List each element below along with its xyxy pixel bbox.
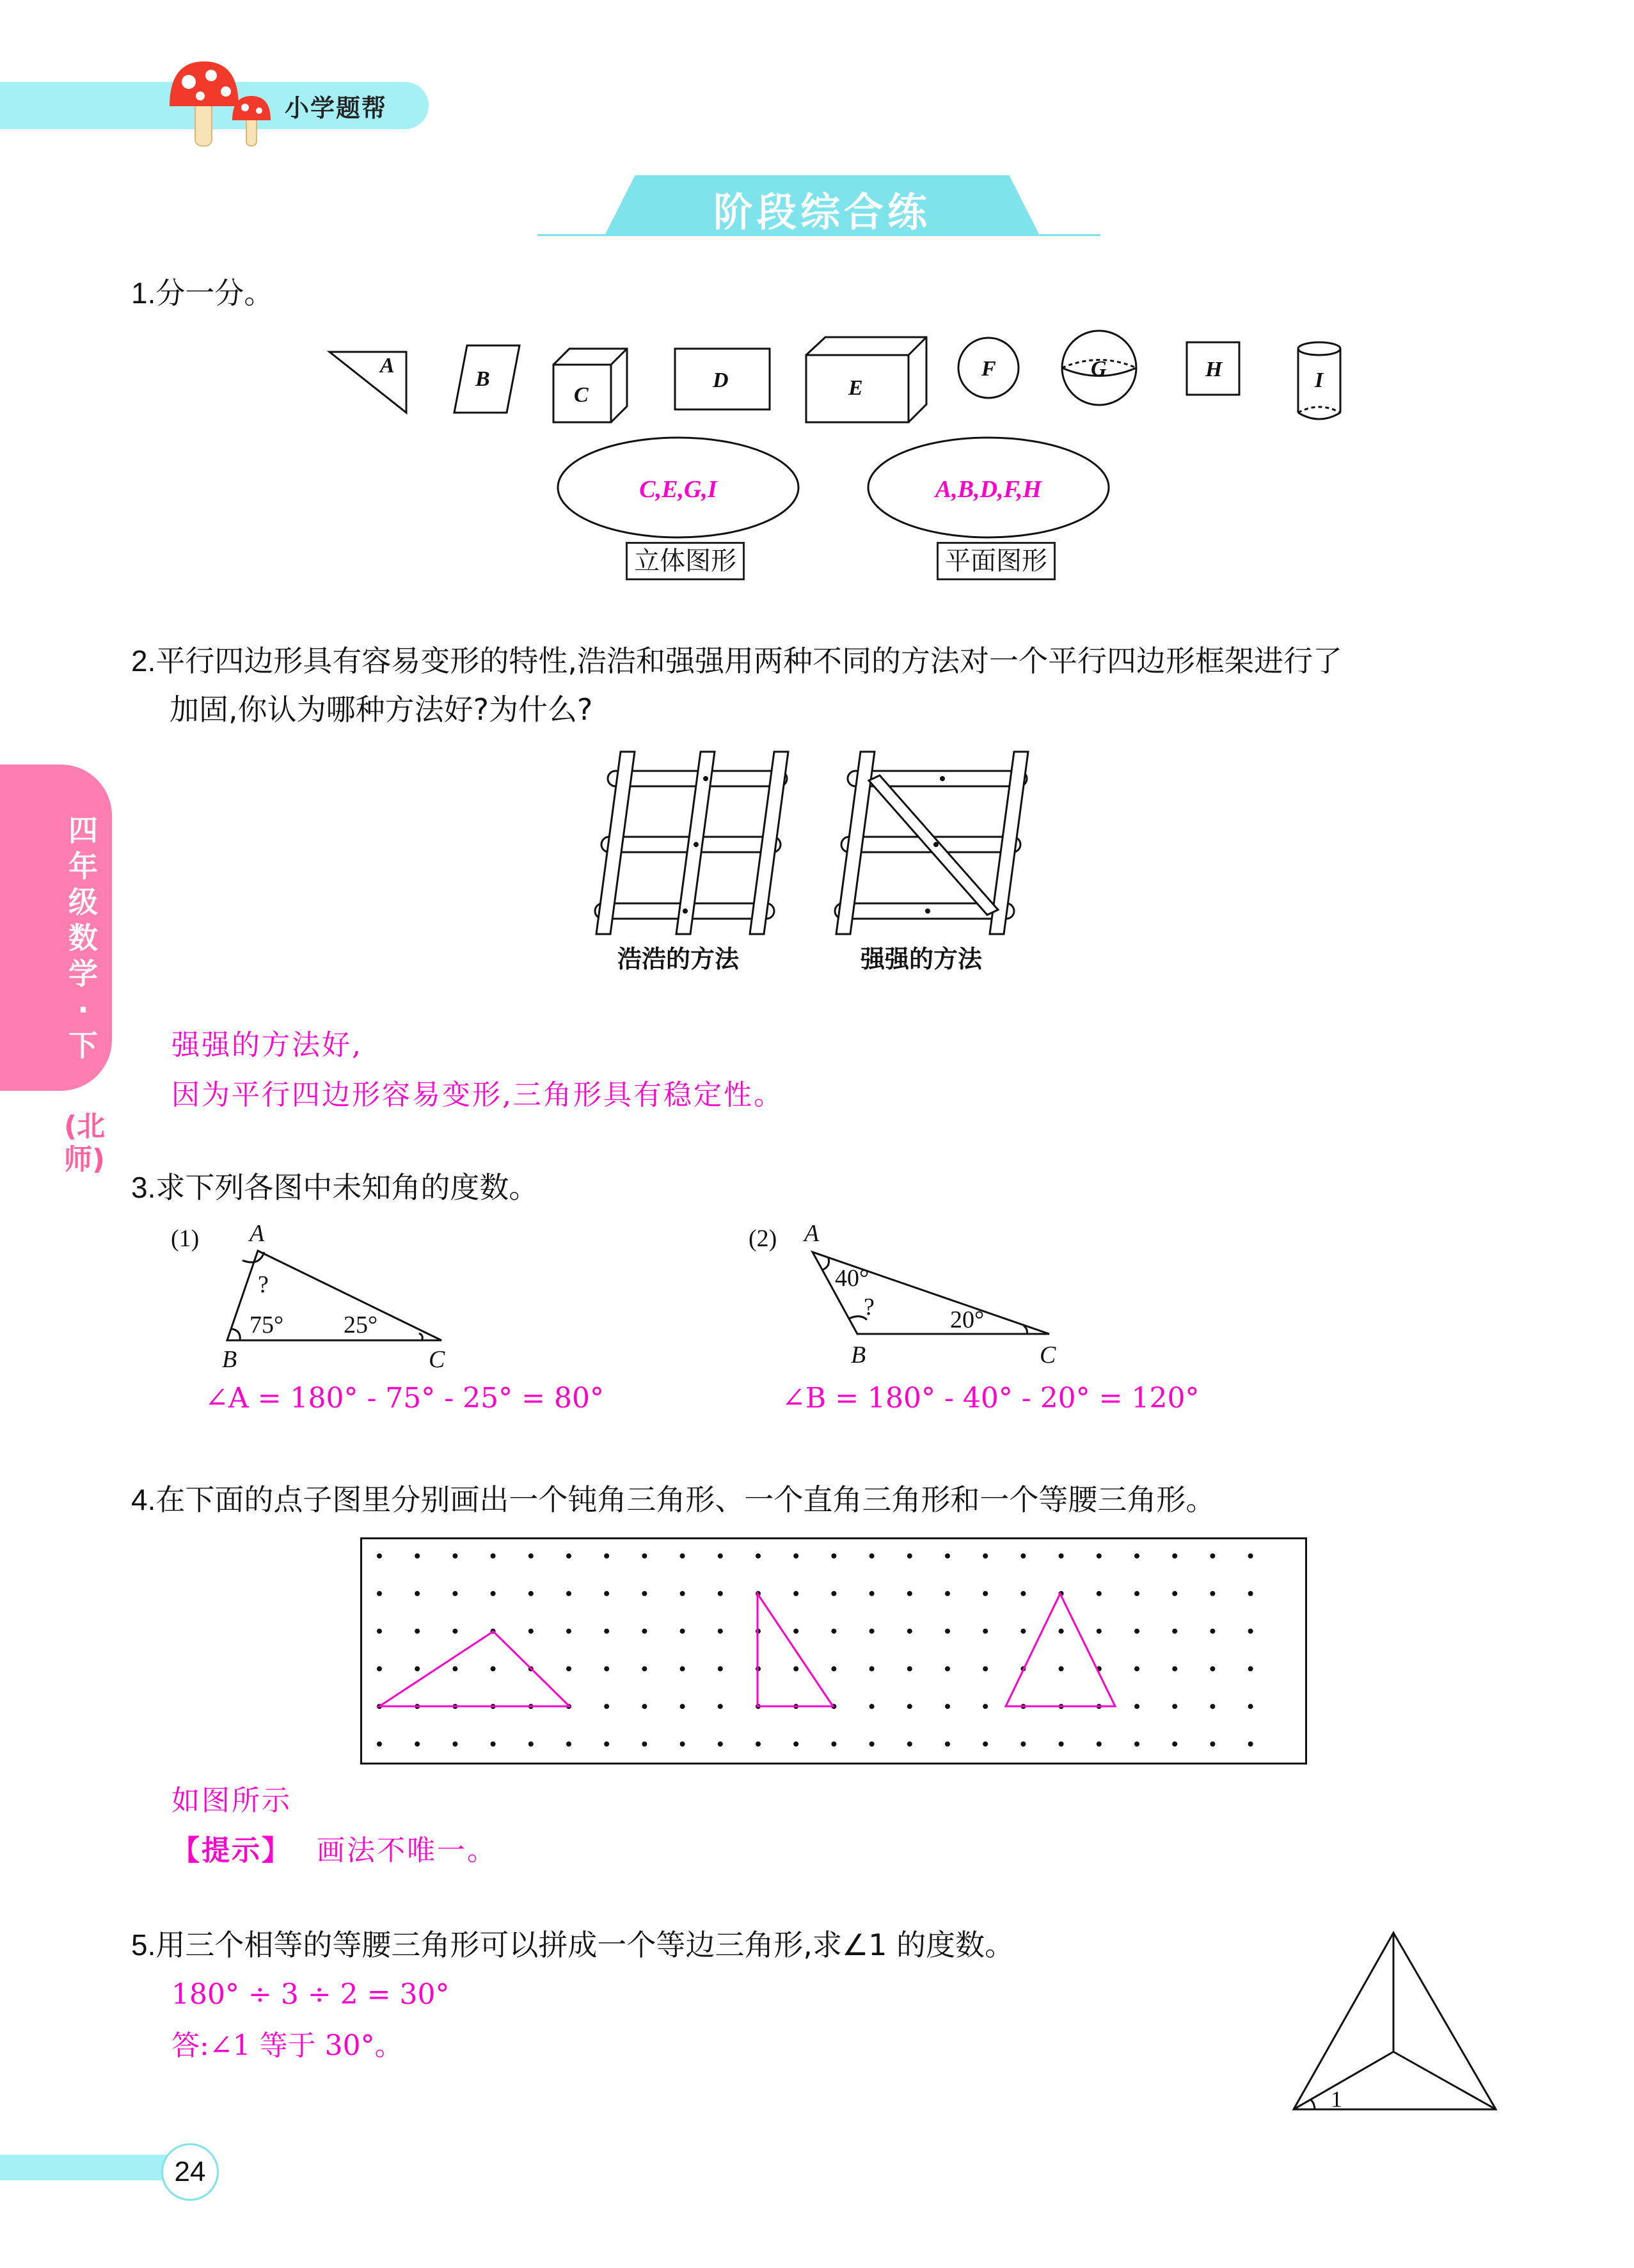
label-g: G	[1091, 357, 1107, 381]
grid-dot	[452, 1591, 457, 1596]
grid-dot	[642, 1741, 647, 1747]
grid-dot	[642, 1629, 647, 1634]
angle-1-label: 1	[1331, 2086, 1342, 2112]
grid-dot	[983, 1704, 988, 1709]
grid-dot	[377, 1591, 382, 1596]
grid-dot	[377, 1553, 382, 1558]
question-4: 4.在下面的点子图里分别画出一个钝角三角形、一个直角三角形和一个等腰三角形。	[131, 1482, 1216, 1517]
grid-dot	[491, 1741, 496, 1747]
grid-dot	[945, 1666, 950, 1671]
grid-dot	[718, 1553, 723, 1558]
grid-dot	[1134, 1629, 1139, 1634]
grid-dot	[1248, 1741, 1253, 1747]
grid-dot	[869, 1629, 875, 1634]
grid-dot	[452, 1629, 457, 1634]
grid-dot	[1210, 1591, 1215, 1596]
question-5: 5.用三个相等的等腰三角形可以拼成一个等边三角形,求∠1 的度数。	[131, 1928, 1015, 1962]
grid-dot	[793, 1629, 798, 1634]
q4-hint: 【提示】 画法不唯一。	[171, 1834, 497, 1867]
grid-dot	[415, 1629, 420, 1634]
svg-text:20°: 20°	[950, 1306, 985, 1333]
grid-dot	[604, 1591, 609, 1596]
label-i: I	[1315, 369, 1324, 392]
grid-dot	[1059, 1553, 1064, 1558]
grid-dot	[983, 1629, 988, 1634]
grid-dot	[1097, 1591, 1102, 1596]
question-3: 3.求下列各图中未知角的度数。	[131, 1170, 539, 1205]
grid-dot	[377, 1741, 382, 1747]
grid-dot	[907, 1704, 912, 1709]
grid-dot	[1210, 1629, 1215, 1634]
grid-dot	[1134, 1741, 1139, 1747]
question-2: 2.平行四边形具有容易变形的特性,浩浩和强强用两种不同的方法对一个平行四边形框架进行了 加固,你认为哪种方法好?为什么?	[131, 644, 1342, 727]
label-c: C	[574, 383, 589, 407]
grid-dot	[1059, 1629, 1064, 1634]
grid-dot	[1097, 1629, 1102, 1634]
grid-dot	[604, 1741, 609, 1747]
grid-dot	[945, 1591, 950, 1596]
grid-dot	[718, 1704, 723, 1709]
label-f: F	[981, 357, 996, 381]
grid-dot	[415, 1666, 420, 1671]
grid-dot	[718, 1629, 723, 1634]
dot-grid	[360, 1537, 1313, 1768]
grid-dot	[1134, 1666, 1139, 1671]
grid-dot	[831, 1553, 836, 1558]
plane-answer: A,B,D,F,H	[935, 476, 1042, 503]
grid-dot	[1172, 1704, 1177, 1709]
grid-dot	[945, 1553, 950, 1558]
grid-dot	[1172, 1553, 1177, 1558]
plane-label: 平面图形	[937, 542, 1056, 580]
grid-dot	[491, 1591, 496, 1596]
footer-band	[0, 2155, 173, 2180]
grid-dot	[756, 1741, 761, 1747]
grid-dot	[869, 1704, 875, 1709]
grid-dot	[1210, 1666, 1215, 1671]
grid-dot	[1172, 1591, 1177, 1596]
shape-a	[329, 352, 406, 413]
q1-shapes	[320, 323, 1356, 432]
svg-text:C: C	[1040, 1342, 1056, 1368]
grid-dot	[1059, 1666, 1064, 1671]
side-grade-label: 四年级数学·下	[68, 813, 98, 1063]
grid-dot	[1134, 1553, 1139, 1558]
grid-dot	[1059, 1741, 1064, 1747]
grid-dot	[1248, 1629, 1253, 1634]
page-title: 阶段综合练	[713, 189, 931, 235]
grid-dot	[604, 1704, 609, 1709]
grid-dot	[1172, 1629, 1177, 1634]
grid-dot	[831, 1629, 836, 1634]
solid-label: 立体图形	[626, 542, 745, 580]
q1-answer-ovals	[557, 435, 1120, 544]
svg-text:?: ?	[258, 1271, 269, 1298]
label-h: H	[1205, 358, 1223, 381]
label-e: E	[848, 376, 863, 400]
svg-text:75°: 75°	[250, 1312, 284, 1338]
grid-dot	[1020, 1591, 1026, 1596]
svg-text:A: A	[250, 1220, 265, 1247]
svg-text:25°: 25°	[344, 1312, 378, 1338]
caption-qiangqiang: 强强的方法	[861, 945, 983, 973]
brand-label: 小学题帮	[285, 94, 388, 122]
q2-answer: 强强的方法好, 因为平行四边形容易变形,三角形具有稳定性。	[171, 1029, 784, 1111]
svg-text:C: C	[429, 1346, 445, 1373]
grid-dot	[642, 1666, 647, 1671]
grid-dot	[680, 1629, 685, 1634]
side-edition-label: (北师)	[64, 1110, 106, 1176]
grid-dot	[452, 1666, 457, 1671]
grid-dot	[1248, 1666, 1253, 1671]
grid-dot	[1210, 1741, 1215, 1747]
grid-dot	[1172, 1666, 1177, 1671]
grid-dot	[1248, 1591, 1253, 1596]
grid-dot	[1134, 1704, 1139, 1709]
grid-dot	[452, 1553, 457, 1558]
grid-dot	[1097, 1553, 1102, 1558]
label-b: B	[475, 367, 490, 391]
grid-dot	[1020, 1553, 1026, 1558]
grid-dot	[1134, 1591, 1139, 1596]
q3-answer-1: ∠A = 180° - 75° - 25° = 80°	[205, 1382, 604, 1415]
grid-dot	[869, 1553, 875, 1558]
grid-dot	[377, 1666, 382, 1671]
svg-text:?: ?	[864, 1294, 875, 1320]
grid-dot	[452, 1741, 457, 1747]
page-number: 24	[161, 2143, 219, 2201]
grid-dot	[907, 1629, 912, 1634]
grid-dot	[983, 1591, 988, 1596]
svg-text:40°: 40°	[835, 1265, 869, 1292]
grid-dot	[907, 1591, 912, 1596]
grid-dot	[793, 1666, 798, 1671]
caption-haohao: 浩浩的方法	[617, 945, 740, 973]
grid-dot	[528, 1629, 534, 1634]
grid-dot	[983, 1553, 988, 1558]
grid-dot	[680, 1666, 685, 1671]
q3-answer-2: ∠B = 180° - 40° - 20° = 120°	[782, 1382, 1200, 1415]
grid-dot	[1172, 1741, 1177, 1747]
q2-frames	[589, 742, 1049, 947]
grid-dot	[642, 1704, 647, 1709]
solid-answer: C,E,G,I	[639, 476, 717, 503]
equilateral-figure	[1286, 1929, 1503, 2114]
grid-dot	[680, 1741, 685, 1747]
grid-dot	[604, 1553, 609, 1558]
grid-dot	[718, 1666, 723, 1671]
svg-text:B: B	[851, 1342, 866, 1368]
grid-dot	[642, 1591, 647, 1596]
grid-dot	[566, 1591, 571, 1596]
grid-dot	[528, 1591, 534, 1596]
grid-dot	[566, 1741, 571, 1747]
q3-part2-label: (2)	[749, 1225, 777, 1252]
grid-dot	[1248, 1704, 1253, 1709]
grid-dot	[983, 1741, 988, 1747]
grid-dot	[793, 1741, 798, 1747]
grid-dot	[642, 1553, 647, 1558]
grid-dot	[756, 1553, 761, 1558]
grid-dot	[907, 1741, 912, 1747]
question-1: 1.分一分。	[131, 276, 274, 310]
grid-dot	[566, 1666, 571, 1671]
grid-dot	[566, 1553, 571, 1558]
grid-dot	[907, 1666, 912, 1671]
grid-dot	[718, 1591, 723, 1596]
grid-dot	[869, 1741, 875, 1747]
shape-i-top	[1298, 342, 1340, 355]
grid-dot	[869, 1591, 875, 1596]
grid-dot	[566, 1629, 571, 1634]
grid-dot	[604, 1666, 609, 1671]
grid-dot	[793, 1591, 798, 1596]
grid-dot	[680, 1553, 685, 1558]
grid-dot	[491, 1666, 496, 1671]
grid-dot	[528, 1741, 534, 1747]
grid-dot	[1210, 1704, 1215, 1709]
grid-dot	[491, 1553, 496, 1558]
grid-dot	[983, 1666, 988, 1671]
grid-dot	[831, 1591, 836, 1596]
grid-dot	[1248, 1553, 1253, 1558]
grid-dot	[415, 1553, 420, 1558]
svg-text:A: A	[804, 1220, 820, 1247]
q5-answer: 180° ÷ 3 ÷ 2 = 30° 答:∠1 等于 30°。	[171, 1978, 450, 2062]
label-a: A	[380, 354, 395, 377]
grid-dot	[415, 1591, 420, 1596]
grid-dot	[718, 1741, 723, 1747]
grid-dot	[377, 1629, 382, 1634]
grid-dot	[869, 1666, 875, 1671]
grid-dot	[604, 1629, 609, 1634]
grid-dot	[831, 1666, 836, 1671]
grid-dot	[1020, 1629, 1026, 1634]
svg-text:B: B	[222, 1346, 237, 1373]
grid-dot	[945, 1741, 950, 1747]
grid-dot	[945, 1704, 950, 1709]
grid-dot	[1097, 1741, 1102, 1747]
grid-dot	[1210, 1553, 1215, 1558]
grid-dot	[415, 1741, 420, 1747]
q4-answer: 如图所示	[171, 1784, 292, 1817]
mushroom-icon	[163, 56, 285, 152]
grid-dot	[1020, 1741, 1026, 1747]
grid-dot	[793, 1553, 798, 1558]
grid-dot	[831, 1741, 836, 1747]
label-d: D	[713, 369, 729, 392]
grid-dot	[680, 1704, 685, 1709]
hint-label: 【提示】	[171, 1834, 292, 1867]
grid-dot	[528, 1553, 534, 1558]
grid-dot	[945, 1629, 950, 1634]
grid-dot	[680, 1591, 685, 1596]
q3-part1-label: (1)	[171, 1225, 200, 1252]
grid-dot	[907, 1553, 912, 1558]
